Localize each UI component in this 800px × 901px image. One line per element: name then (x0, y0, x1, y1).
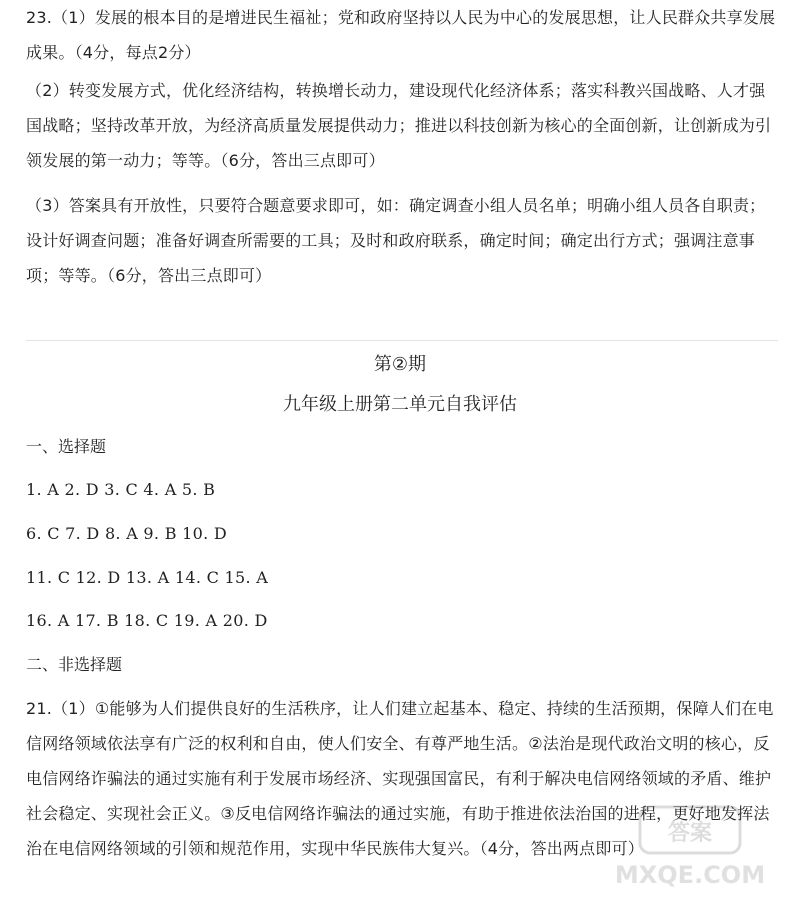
watermark-logo (600, 803, 780, 893)
answer-row-3: 11. C 12. D 13. A 14. C 15. A (26, 568, 269, 587)
section-nonchoice-title: 二、非选择题 (26, 655, 123, 674)
answer-row-1: 1. A 2. D 3. C 4. A 5. B (26, 480, 216, 499)
q23-part2: （2）转变发展方式，优化经济结构，转换增长动力，建设现代化经济体系；落实科教兴国战略、人才强国战略；坚持改革开放，为经济高质量发展提供动力；推进以科技创新为核心的全面创新，让创新成为引领发展的第一动力；等等。（6分，答出三点即可） (26, 81, 772, 170)
q23-part3: （3）答案具有开放性，只要符合题意要求即可，如：确定调查小组人员名单；明确小组人员各自职责；设计好调查问题；准备好调查所需要的工具；及时和政府联系，确定时间；确定出行方式；强调注意事项；等等。（6分，答出三点即可） (26, 196, 766, 285)
q23-part1: 23.（1）发展的根本目的是增进民生福祉；党和政府坚持以人民为中心的发展思想，让人民群众共享发展成果。（4分，每点2分） (26, 8, 776, 62)
unit-title: 九年级上册第二单元自我评估 (283, 394, 517, 415)
answer-row-4: 16. A 17. B 18. C 19. A 20. D (26, 611, 268, 630)
section-divider (26, 340, 778, 341)
watermark-text: MXQE.COM (614, 861, 766, 889)
section-choice-title: 一、选择题 (26, 437, 107, 456)
answer-row-2: 6. C 7. D 8. A 9. B 10. D (26, 524, 227, 543)
q21-part1: 21.（1）①能够为人们提供良好的生活秩序，让人们建立起基本、稳定、持续的生活预期，保障人们在电信网络领域依法享有广泛的权利和自由，使人们安全、有尊严地生活。②法治是现代政治文明的核心，反电信网络诈骗法的通过实施有利于发展市场经济、实现强国富民，有利于解决电信网络领域的矛盾、维护社会稳定、实现社会正义。③反电信网络诈骗法的通过实施，有助于推进依法治国的进程，更好地发挥法治在电信网络领域的引领和规范作用，实现中华民族伟大复兴。（4分，答出两点即可） (26, 699, 774, 858)
issue-title: 第②期 (373, 354, 427, 375)
svg-text:答案: 答案 (667, 821, 713, 846)
